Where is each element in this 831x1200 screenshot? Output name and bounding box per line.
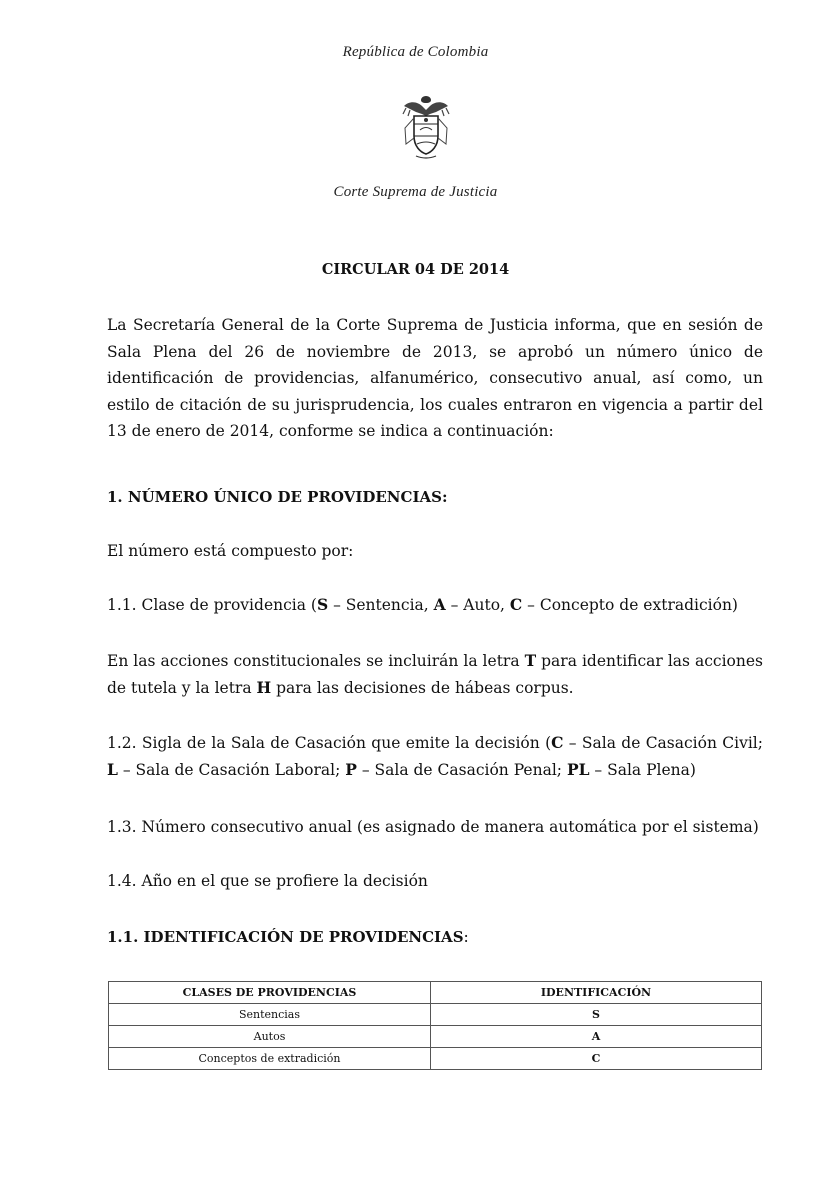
tutela-part2: para identificar las acciones de tutela y la letra [107, 652, 763, 697]
circular-title: CIRCULAR 04 DE 2014 [321, 261, 510, 278]
table-cell-id: C [431, 1048, 762, 1070]
code-p: P [345, 759, 357, 779]
code-pl-text: – Sala Plena) [589, 760, 696, 779]
table-header-identificacion: IDENTIFICACIÓN [431, 982, 762, 1004]
item-1-1-clase-providencia [107, 592, 767, 619]
code-l: L [107, 759, 118, 779]
item-1-4-anio: 1.4. Año en el que se profiere la decisión [107, 872, 428, 890]
identificacion-heading-colon: : [463, 928, 469, 946]
composed-by-text: El número está compuesto por: [107, 542, 354, 560]
item-1-2-sigla-sala [107, 730, 763, 783]
table-header-clases: CLASES DE PROVIDENCIAS [109, 982, 431, 1004]
tutela-part3: para las decisiones de hábeas corpus. [271, 678, 574, 697]
table-cell-id: A [431, 1026, 762, 1048]
item-1-1-prefix: 1.1. Clase de providencia ( [107, 596, 317, 614]
tutela-part1: En las acciones constitucionales se incluirán la letra [107, 652, 525, 670]
republic-header: República de Colombia [342, 44, 489, 60]
code-p-text: – Sala de Casación Penal; [356, 760, 567, 779]
table-cell-clase: Sentencias [109, 1004, 431, 1026]
court-header: Corte Suprema de Justicia [333, 184, 498, 200]
code-c-civil-text: – Sala de Casación Civil; [563, 734, 763, 752]
item-1-2-prefix: 1.2. Sigla de la Sala de Casación que emite la decisión ( [107, 734, 552, 752]
table-row [109, 1026, 762, 1048]
code-s-text: – Sentencia, [328, 596, 434, 614]
coat-of-arms-seal [400, 92, 452, 162]
code-h: H [256, 677, 272, 697]
code-c-text: – Concepto de extradición) [522, 596, 738, 614]
tutela-paragraph [107, 648, 763, 701]
code-a-text: – Auto, [445, 596, 510, 614]
section-heading-numero-unico: 1. NÚMERO ÚNICO DE PROVIDENCIAS: [107, 488, 448, 506]
code-t: T [524, 651, 537, 670]
code-c: C [509, 595, 523, 614]
section-heading-identificacion [107, 924, 767, 951]
table-header-row [109, 982, 762, 1004]
code-a: A [433, 595, 446, 614]
item-1-3-consecutivo: 1.3. Número consecutivo anual (es asignado de manera automática por el sistema) [107, 818, 759, 836]
intro-paragraph: La Secretaría General de la Corte Suprema de Justicia informa, que en sesión de Sala Plena del 26 de noviembre de 2013, se aprobó un número único de identificación de providencias, alfanumérico, consecutivo anual, así como, un estilo de citación de su jurisprudencia, los cuales entraron en vigencia a partir del 13 de enero de 2014, conforme se indica a continuación: [107, 316, 763, 440]
table-row [109, 1004, 762, 1026]
table-cell-id: S [431, 1004, 762, 1026]
table-cell-clase: Autos [109, 1026, 431, 1048]
table-cell-clase: Conceptos de extradición [109, 1048, 431, 1070]
code-c-civil: C [551, 733, 564, 752]
table-row [109, 1048, 762, 1070]
identification-table [108, 981, 762, 1070]
code-s: S [316, 595, 329, 614]
identificacion-heading-text: 1.1. IDENTIFICACIÓN DE PROVIDENCIAS [107, 928, 464, 946]
code-l-text: – Sala de Casación Laboral; [117, 760, 346, 779]
code-pl: PL [566, 759, 590, 779]
